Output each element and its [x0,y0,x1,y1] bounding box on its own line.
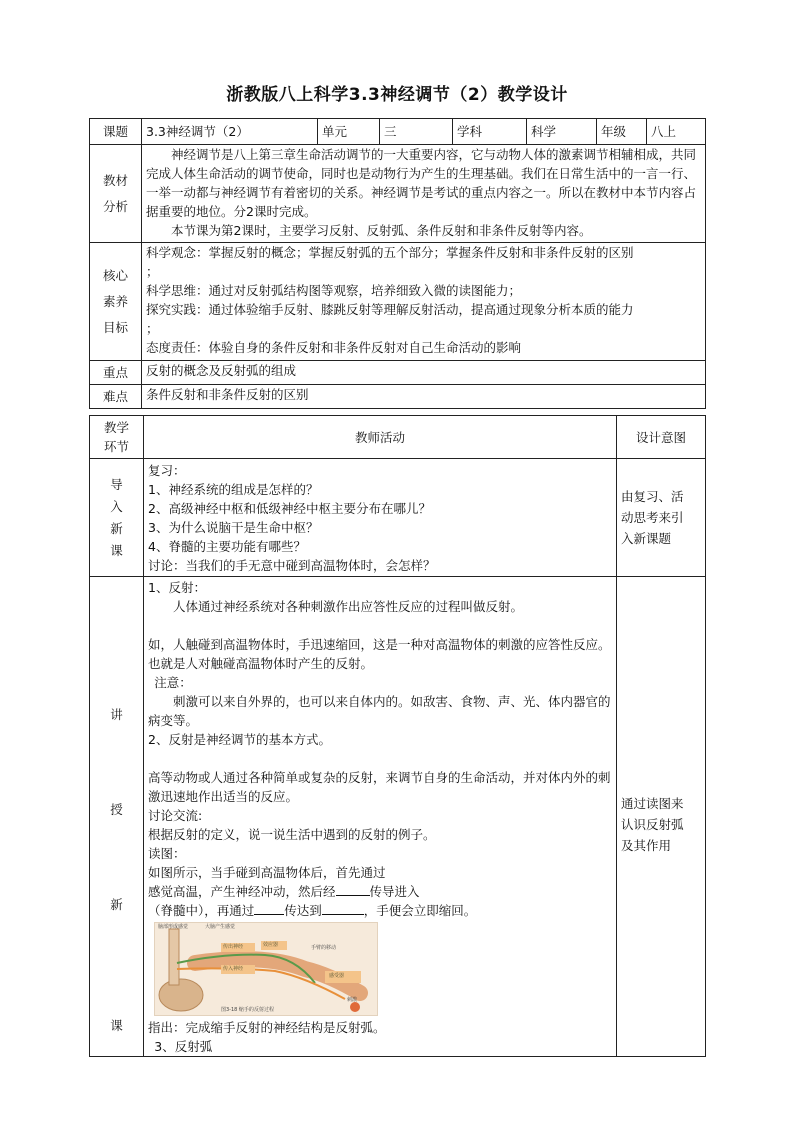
intro-content [144,459,617,577]
figure-label: 传入神经 [223,966,244,972]
core-line: 态度责任：体验自身的条件反射和非条件反射对自己生命活动的影响 [146,340,522,355]
lecture-line: 如，人触碰到高温物体时，手迅速缩回，这是一种对高温物体的刺激的应答性反应。也就是人对触碰高温物体时产生的反射。 [148,637,611,671]
lecture-line: 1、反射： [148,580,206,595]
analysis-content [142,145,706,243]
lecture-stage: 讲 授 新 课 [90,577,144,1057]
lecture-line: 2、反射是神经调节的基本方式。 [148,732,331,747]
fill-blank[interactable] [254,902,284,915]
difficult-value: 条件反射和非条件反射的区别 [142,385,706,409]
lecture-fill-line: （脊髓中），再通过 传达到 ，手便会立即缩回。 [148,903,477,918]
lecture-line: 如图所示，当手碰到高温物体后，首先通过 [148,865,386,880]
fill-blank[interactable] [322,902,364,915]
analysis-paragraph-1: 神经调节是八上第三章生命活动调节的一大重要内容，它与动物人体的激素调节相辅相成，共同完成人体生命活动的调节使命，同时也是动物行为产生的生理基础。我们在日常生活中的一言一行、一举一动都与神经调节有着密切的关系。神经调节是考试的重点内容之一。所以在教材中本节内容占据重要的地位。分2课时完成。 [146,147,697,219]
lecture-fill-line: 感觉高温，产生神经冲动，然后经 传导进入 [148,884,420,899]
difficult-label: 难点 [90,385,142,409]
lecture-line: 根据反射的定义，说一说生活中遇到的反射的例子。 [148,827,436,842]
unit-value: 三 [380,119,453,145]
info-table [89,118,706,409]
core-line: ； [146,321,159,336]
subject-label: 学科 [453,119,527,145]
lecture-line: 读图： [148,846,186,861]
figure-label: 效应器 [263,942,279,948]
lecture-line: 3、反射弧 [154,1039,213,1054]
figure-label: 刺激 [347,997,358,1003]
lecture-line: 指出：完成缩手反射的神经结构是反射弧。 [148,1020,386,1035]
core-line: ； [146,264,159,279]
unit-label: 单元 [318,119,380,145]
lecture-intent: 通过读图来 认识反射弧 及其作用 [617,577,706,1057]
key-label: 重点 [90,361,142,385]
analysis-paragraph-2: 本节课为第2课时，主要学习反射、反射弧、条件反射和非条件反射等内容。 [171,223,592,238]
intro-intent: 由复习、活 动思考来引 入新课题 [617,459,706,577]
figure-caption: 图3-18 缩手的反射过程 [221,1007,274,1013]
lecture-line: 注意： [154,675,192,690]
topic-label: 课题 [90,119,142,145]
intro-line: 2、高级神经中枢和低级神经中枢主要分布在哪儿？ [148,501,431,516]
figure-label: 脑部形成感觉 [158,924,189,930]
figure-label: 大脑产生感觉 [205,924,236,930]
intro-stage: 导 入 新 课 [90,459,144,577]
activity-header: 教师活动 [144,416,617,459]
lecture-line: 人体通过神经系统对各种刺激作出应答性反应的过程叫做反射。 [173,599,524,614]
lecture-line: 讨论交流: [148,808,203,823]
stage-header: 教学 环节 [90,416,144,459]
intro-line: 讨论：当我们的手无意中碰到高温物体时，会怎样？ [148,558,436,573]
grade-label: 年级 [597,119,647,145]
intro-line: 4、脊髓的主要功能有哪些？ [148,539,306,554]
grade-value: 八上 [647,119,706,145]
figure-label: 传出神经 [223,944,244,950]
core-content [142,243,706,361]
intro-line: 3、为什么说脑干是生命中枢？ [148,520,319,535]
fill-blank[interactable] [336,883,370,896]
figure-label: 感受器 [329,973,345,979]
core-line: 科学思维：通过对反射弧结构图等观察，培养细致入微的读图能力； [146,283,522,298]
subject-value: 科学 [527,119,597,145]
core-line: 科学观念：掌握反射的概念；掌握反射弧的五个部分；掌握条件反射和非条件反射的区别 [146,245,634,260]
figure-label: 手臂的移动 [311,945,337,951]
core-line: 探究实践：通过体验缩手反射、膝跳反射等理解反射活动，提高通过现象分析本质的能力 [146,302,634,317]
document-title: 浙教版八上科学3.3神经调节（2）教学设计 [226,85,568,105]
lecture-line: 刺激可以来自外界的，也可以来自体内的。如敌害、食物、声、光、体内器官的病变等。 [148,694,611,728]
analysis-label: 教材 分析 [90,145,142,243]
topic-value: 3.3神经调节（2） [142,119,318,145]
core-label: 核心 素养 目标 [90,243,142,361]
lecture-content [144,577,617,1057]
intent-header: 设计意图 [617,416,706,459]
intro-line: 复习： [148,463,186,478]
intro-line: 1、神经系统的组成是怎样的？ [148,482,319,497]
process-table [89,415,706,1057]
lecture-line: 高等动物或人通过各种简单或复杂的反射，来调节自身的生命活动，并对体内外的刺激迅速地作出适当的反应。 [148,770,611,804]
reflex-arc-figure [154,922,378,1016]
key-value: 反射的概念及反射弧的组成 [142,361,706,385]
